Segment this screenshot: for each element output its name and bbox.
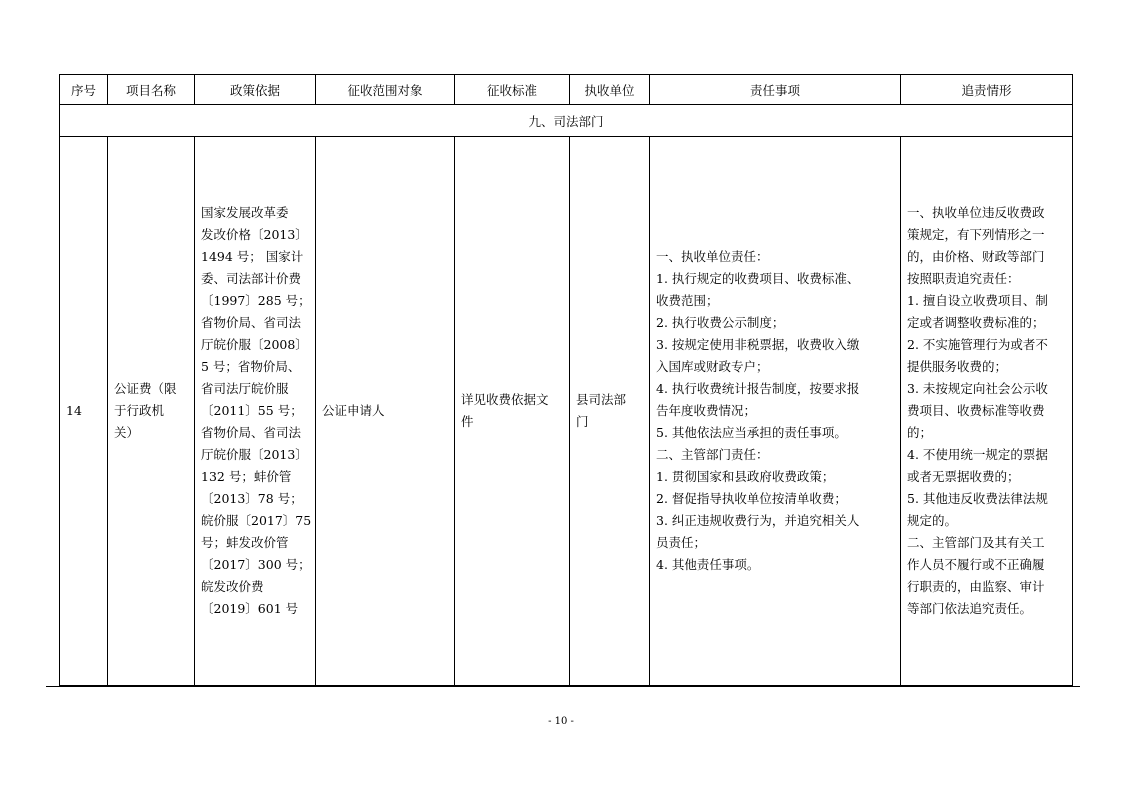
policy-line: 皖价服〔2017〕75 [201,513,312,528]
unit-line: 县司法部 [576,392,627,407]
header-scope: 征收范围对象 [316,75,455,105]
duty-line: 员责任； [656,535,707,550]
standard-line: 件 [461,414,474,429]
policy-line: 号；蚌发改价管 [201,535,289,550]
accountability-line: 的，由价格、财政等部门 [907,249,1045,264]
table-row [60,137,1073,686]
cell-responsibilities [650,137,901,686]
policy-line: 省司法厅皖价服 [201,381,289,396]
policy-line: 发改价格〔2013〕 [201,227,308,242]
cell-standard [455,137,570,686]
duty-line: 二、主管部门责任： [656,447,769,462]
accountability-line: 费项目、收费标准等收费 [907,403,1045,418]
item-name-line: 关） [114,425,140,440]
cell-scope: 公证申请人 [316,137,455,686]
accountability-line: 一、执收单位违反收费政 [907,205,1045,220]
accountability-line: 5. 其他违反收费法律法规 [907,491,1048,506]
accountability-line: 定或者调整收费标准的； [907,315,1045,330]
policy-line: 〔1997〕285 号； [201,293,311,308]
header-accountability: 追责情形 [901,75,1073,105]
policy-line: 省物价局、省司法 [201,315,302,330]
cell-index: 14 [60,137,108,686]
header-collecting-unit: 执收单位 [570,75,650,105]
policy-line: 〔2019〕601 号 [201,601,299,616]
policy-line: 国家发展改革委 [201,205,289,220]
section-title: 九、司法部门 [60,105,1073,137]
standard-line: 详见收费依据文 [461,392,549,407]
accountability-line: 策规定，有下列情形之一 [907,227,1045,242]
policy-line: 厅皖价服〔2008〕 [201,337,308,352]
unit-line: 门 [576,414,589,429]
duty-line: 告年度收费情况； [656,403,757,418]
header-row [60,75,1073,105]
accountability-line: 的； [907,425,933,440]
header-responsibilities: 责任事项 [650,75,901,105]
accountability-line: 等部门依法追究责任。 [907,601,1033,616]
header-item-name: 项目名称 [108,75,195,105]
cell-policy-basis [195,137,316,686]
page-number: - 10 - [548,716,574,727]
policy-line: 132 号；蚌价管 [201,469,292,484]
header-standard: 征收标准 [455,75,570,105]
table-bottom-rule [46,686,1080,687]
accountability-line: 3. 未按规定向社会公示收 [907,381,1048,396]
duty-line: 3. 按规定使用非税票据，收费收入缴 [656,337,860,352]
duty-line: 一、执收单位责任： [656,249,769,264]
policy-line: 〔2013〕78 号； [201,491,303,506]
accountability-line: 二、主管部门及其有关工 [907,535,1045,550]
accountability-line: 1. 擅自设立收费项目、制 [907,293,1048,308]
duty-line: 3. 纠正违规收费行为，并追究相关人 [656,513,860,528]
header-index: 序号 [60,75,108,105]
accountability-line: 2. 不实施管理行为或者不 [907,337,1048,352]
accountability-line: 提供服务收费的； [907,359,1008,374]
duty-line: 5. 其他依法应当承担的责任事项。 [656,425,847,440]
accountability-line: 作人员不履行或不正确履 [907,557,1045,572]
duty-line: 4. 其他责任事项。 [656,557,760,572]
cell-accountability [901,137,1073,686]
policy-line: 5 号；省物价局、 [201,359,301,374]
accountability-line: 4. 不使用统一规定的票据 [907,447,1048,462]
accountability-line: 或者无票据收费的； [907,469,1020,484]
policy-line: 〔2017〕300 号； [201,557,311,572]
duty-line: 收费范围； [656,293,719,308]
section-row [60,105,1073,137]
policy-line: 委、司法部计价费 [201,271,302,286]
item-name-line: 公证费（限 [114,381,177,396]
duty-line: 入国库或财政专户； [656,359,769,374]
cell-item-name [108,137,195,686]
policy-line: 省物价局、省司法 [201,425,302,440]
accountability-line: 规定的。 [907,513,958,528]
item-name-line: 于行政机 [114,403,165,418]
policy-line: 1494 号； 国家计 [201,249,304,264]
policy-line: 〔2011〕55 号； [201,403,303,418]
duty-line: 2. 执行收费公示制度； [656,315,785,330]
policy-line: 厅皖价服〔2013〕 [201,447,308,462]
accountability-line: 按照职责追究责任： [907,271,1020,286]
duty-line: 1. 执行规定的收费项目、收费标准、 [656,271,860,286]
fee-table [59,74,1073,686]
cell-collecting-unit [570,137,650,686]
duty-line: 4. 执行收费统计报告制度，按要求报 [656,381,860,396]
duty-line: 2. 督促指导执收单位按清单收费； [656,491,847,506]
accountability-line: 行职责的，由监察、审计 [907,579,1045,594]
duty-line: 1. 贯彻国家和县政府收费政策； [656,469,835,484]
policy-line: 皖发改价费 [201,579,264,594]
header-policy-basis: 政策依据 [195,75,316,105]
